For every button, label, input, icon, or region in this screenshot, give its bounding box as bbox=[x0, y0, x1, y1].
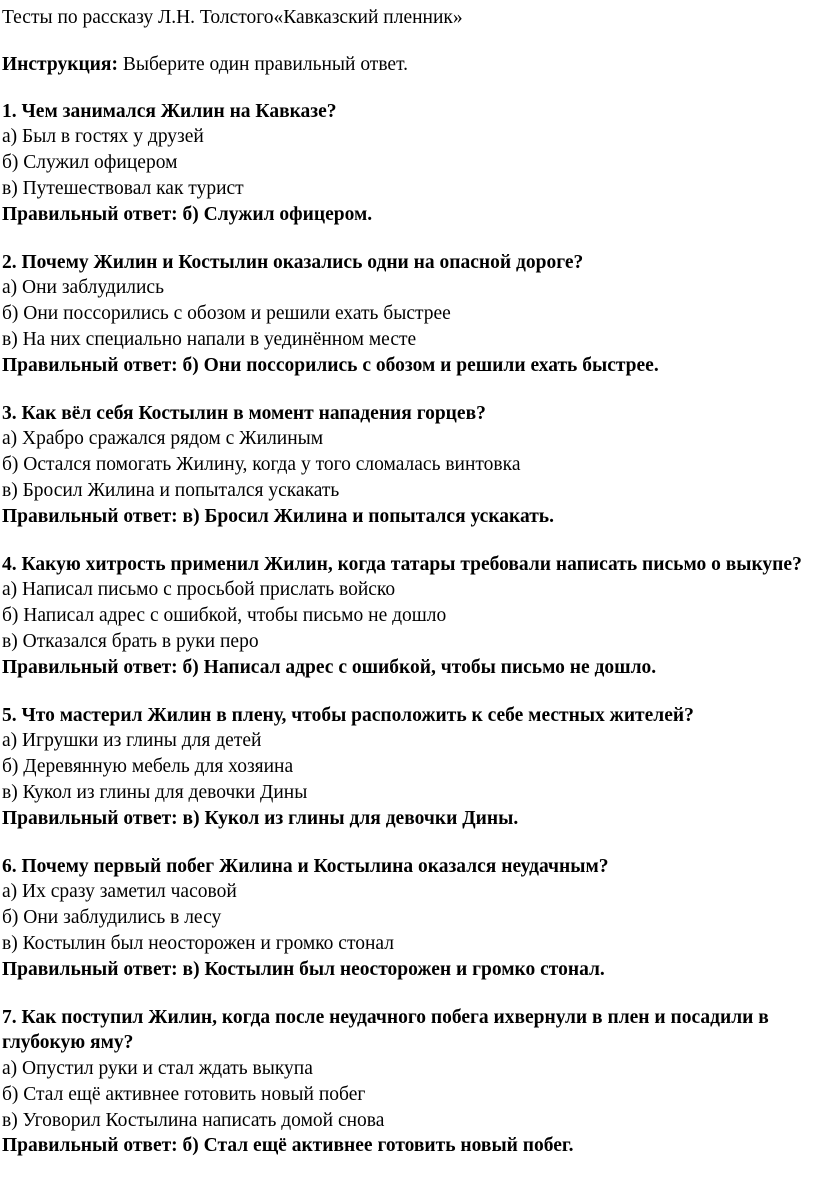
question-3 bbox=[2, 401, 816, 530]
question-text: 5. Что мастерил Жилин в плену, чтобы расположить к себе местных жителей? bbox=[2, 704, 694, 726]
option-a: а) Написал письмо с просьбой прислать войско bbox=[2, 579, 396, 601]
question-4 bbox=[2, 552, 816, 681]
option-a: а) Игрушки из глины для детей bbox=[2, 730, 262, 752]
question-5 bbox=[2, 703, 816, 832]
option-c: в) Кукол из глины для девочки Дины bbox=[2, 781, 308, 803]
correct-answer: Правильный ответ: б) Стал ещё активнее готовить новый побег. bbox=[2, 1135, 574, 1157]
option-a: а) Опустил руки и стал ждать выкупа bbox=[2, 1058, 313, 1080]
option-c: в) Уговорил Костылина написать домой снова bbox=[2, 1109, 385, 1131]
option-b: б) Служил офицером bbox=[2, 152, 178, 174]
option-c: в) Костылин был неосторожен и громко стонал bbox=[2, 932, 394, 954]
option-b: б) Остался помогать Жилину, когда у того сломалась винтовка bbox=[2, 454, 521, 476]
document-title: Тесты по рассказу Л.Н. Толстого«Кавказский пленник» bbox=[2, 7, 463, 28]
question-7 bbox=[2, 1005, 816, 1160]
question-2 bbox=[2, 250, 816, 379]
option-a: а) Их сразу заметил часовой bbox=[2, 881, 237, 903]
instruction bbox=[2, 52, 816, 78]
correct-answer: Правильный ответ: в) Кукол из глины для девочки Дины. bbox=[2, 807, 519, 829]
option-c: в) Отказался брать в руки перо bbox=[2, 630, 259, 652]
correct-answer: Правильный ответ: б) Они поссорились с обозом и решили ехать быстрее. bbox=[2, 354, 659, 376]
question-text: 4. Какую хитрость применил Жилин, когда татары требовали написать письмо о выкупе? bbox=[2, 553, 802, 575]
question-1 bbox=[2, 99, 816, 228]
option-a: а) Они заблудились bbox=[2, 277, 164, 299]
instruction-label: Инструкция: bbox=[2, 53, 118, 75]
option-a: а) Был в гостях у друзей bbox=[2, 126, 204, 148]
option-b: б) Деревянную мебель для хозяина bbox=[2, 756, 294, 778]
question-text: 2. Почему Жилин и Костылин оказались одни на опасной дороге? bbox=[2, 251, 584, 273]
instruction-text: Выберите один правильный ответ. bbox=[117, 53, 409, 75]
option-c: в) Бросил Жилина и попытался ускакать bbox=[2, 479, 340, 501]
correct-answer: Правильный ответ: б) Служил офицером. bbox=[2, 203, 373, 225]
option-c: в) Путешествовал как турист bbox=[2, 177, 244, 199]
question-text: 6. Почему первый побег Жилина и Костылина оказался неудачным? bbox=[2, 855, 609, 877]
option-b: б) Они поссорились с обозом и решили ехать быстрее bbox=[2, 303, 451, 325]
question-text: 1. Чем занимался Жилин на Кавказе? bbox=[2, 100, 337, 122]
option-a: а) Храбро сражался рядом с Жилиным bbox=[2, 428, 324, 450]
question-text: 3. Как вёл себя Костылин в момент нападения горцев? bbox=[2, 402, 486, 424]
option-b: б) Они заблудились в лесу bbox=[2, 907, 222, 929]
question-text: 7. Как поступил Жилин, когда после неудачного побега ихвернули в плен и посадили в глубокую яму? bbox=[2, 1006, 769, 1054]
correct-answer: Правильный ответ: в) Бросил Жилина и попытался ускакать. bbox=[2, 505, 554, 527]
correct-answer: Правильный ответ: в) Костылин был неосторожен и громко стонал. bbox=[2, 958, 605, 980]
option-b: б) Написал адрес с ошибкой, чтобы письмо не дошло bbox=[2, 605, 447, 627]
question-6 bbox=[2, 854, 816, 983]
option-b: б) Стал ещё активнее готовить новый побег bbox=[2, 1083, 366, 1105]
correct-answer: Правильный ответ: б) Написал адрес с ошибкой, чтобы письмо не дошло. bbox=[2, 656, 657, 678]
option-c: в) На них специально напали в уединённом месте bbox=[2, 328, 417, 350]
